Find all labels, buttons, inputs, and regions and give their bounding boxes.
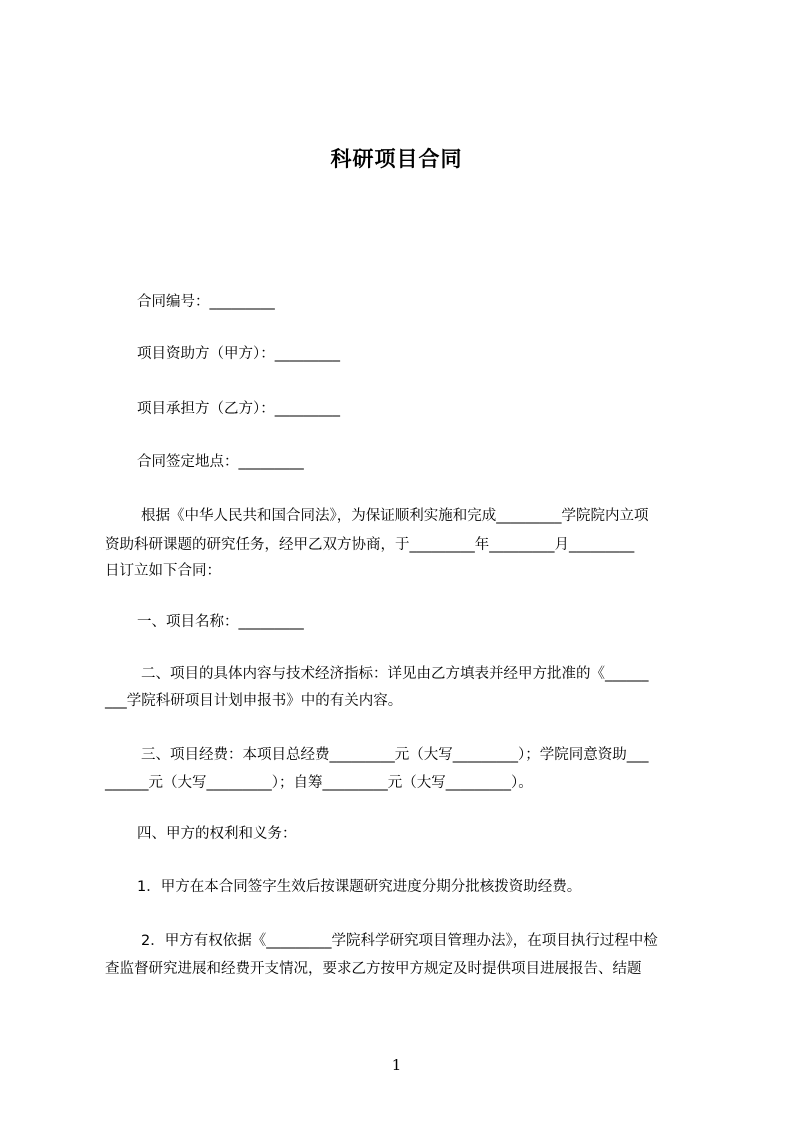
section-funding-line-2: ______元（大写_________）；自筹_________元（大写_________）。 bbox=[105, 775, 533, 791]
field-signing-location: 合同签定地点：_________ bbox=[137, 454, 304, 470]
field-contract-number: 合同编号：_________ bbox=[137, 294, 275, 310]
section-content-line-2: ___学院科研项目计划申报书》中的有关内容。 bbox=[105, 693, 403, 709]
document-title: 科研项目合同 bbox=[330, 147, 463, 171]
preamble-line-1: 根据《中华人民共和国合同法》，为保证顺利实施和完成_________学院院内立项 bbox=[141, 508, 649, 524]
section-project-name: 一、项目名称：_________ bbox=[137, 614, 304, 630]
page-number: 1 bbox=[391, 1056, 402, 1074]
field-funder: 项目资助方（甲方）：_________ bbox=[137, 346, 340, 362]
section-party-a-rights: 四、甲方的权利和义务： bbox=[137, 826, 297, 842]
party-a-item-2-line-1: 2．甲方有权依据《_________学院科学研究项目管理办法》，在项目执行过程中检 bbox=[141, 933, 658, 949]
party-a-item-1: 1．甲方在本合同签字生效后按课题研究进度分期分批核拨资助经费。 bbox=[137, 879, 582, 895]
section-content-line-1: 二、项目的具体内容与技术经济指标：详见由乙方填表并经甲方批准的《______ bbox=[141, 666, 649, 682]
section-funding-line-1: 三、项目经费：本项目总经费_________元（大写_________）；学院同意资助___ bbox=[141, 747, 649, 763]
field-undertaker: 项目承担方（乙方）：_________ bbox=[137, 401, 340, 417]
party-a-item-2-line-2: 查监督研究进展和经费开支情况，要求乙方按甲方规定及时提供项目进展报告、结题 bbox=[105, 961, 642, 977]
preamble-line-3: 日订立如下合同： bbox=[105, 563, 221, 579]
preamble-line-2: 资助科研课题的研究任务，经甲乙双方协商，于_________年_________月_________ bbox=[105, 537, 635, 553]
